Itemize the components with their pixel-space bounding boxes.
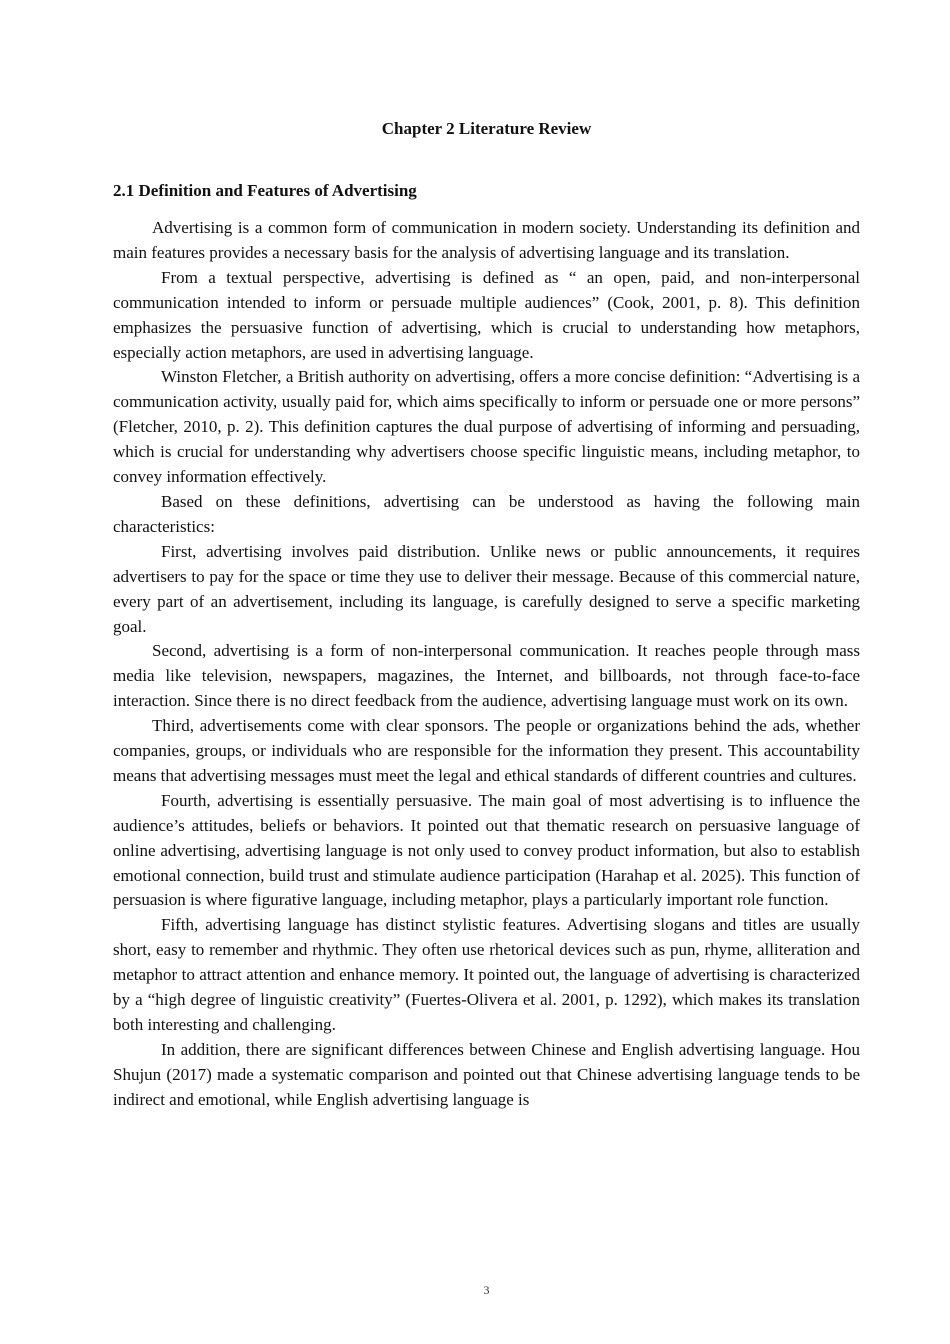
paragraph-textual-definition: From a textual perspective, advertising is defined as “ an open, paid, and non-interpersonal communication intended to inform or persuade multiple audiences” (Cook, 2001, p. 8). This definition emphasizes the persuasive function of advertising, which is crucial to understanding how metaphors, especially action metaphors, are used in advertising language. — [113, 267, 860, 362]
paragraph-third-feature: Third, advertisements come with clear sponsors. The people or organizations behind the ads, whether companies, groups, or individuals who are responsible for the information they present. This accountability means that advertising messages must meet the legal and ethical standards of different countries and cultures. — [113, 716, 860, 785]
document-page — [113, 0, 860, 1344]
paragraph-fifth-feature: Fifth, advertising language has distinct stylistic features. Advertising slogans and titles are usually short, easy to remember and rhythmic. They often use rhetorical devices such as pun, rhyme, alliteration and metaphor to attract attention and enhance memory. It pointed out, the language of advertising is characterized by a “high degree of linguistic creativity” (Fuertes-Olivera et al. 2001, p. 1292), which makes its translation both interesting and challenging. — [113, 915, 860, 1034]
page-number: 3 — [483, 1283, 490, 1297]
section-heading: 2.1 Definition and Features of Advertising — [113, 181, 417, 200]
paragraph-intro: Advertising is a common form of communication in modern society. Understanding its definition and main features provides a necessary basis for the analysis of advertising language and its translation. — [113, 218, 860, 262]
body-text — [113, 216, 860, 1113]
paragraph-fourth-feature: Fourth, advertising is essentially persuasive. The main goal of most advertising is to influence the audience’s attitudes, beliefs or behaviors. It pointed out that thematic research on persuasive language of online advertising, advertising language is not only used to convey product information, but also to establish emotional connection, build trust and stimulate audience participation (Harahap et al. 2025). This function of persuasion is where figurative language, including metaphor, plays a particularly important role function. — [113, 790, 860, 910]
paragraph-fletcher-definition: Winston Fletcher, a British authority on advertising, offers a more concise definition: “Advertising is a communication activity, usually paid for, which aims specifically to inform or persuade one or more persons” (Fletcher, 2010, p. 2). This definition captures the dual purpose of advertising of informing and persuading, which is crucial for understanding why advertisers choose specific linguistic means, including metaphor, to convey information effectively. — [113, 367, 860, 487]
chapter-title: Chapter 2 Literature Review — [381, 119, 592, 138]
paragraph-first-feature: First, advertising involves paid distribution. Unlike news or public announcements, it requires advertisers to pay for the space or time they use to deliver their message. Because of this commercial nature, every part of an advertisement, including its language, is carefully designed to serve a specific marketing goal. — [113, 541, 860, 636]
paragraph-characteristics-intro: Based on these definitions, advertising can be understood as having the following main characteristics: — [113, 491, 860, 536]
paragraph-second-feature: Second, advertising is a form of non-interpersonal communication. It reaches people through mass media like television, newspapers, magazines, the Internet, and billboards, not through face-to-face interaction. Since there is no direct feedback from the audience, advertising language must work on its own. — [113, 641, 860, 711]
paragraph-chinese-english-comparison: In addition, there are significant differences between Chinese and English advertising language. Hou Shujun (2017) made a systematic comparison and pointed out that Chinese advertising language tends to be indirect and emotional, while English advertising language is — [113, 1039, 860, 1109]
